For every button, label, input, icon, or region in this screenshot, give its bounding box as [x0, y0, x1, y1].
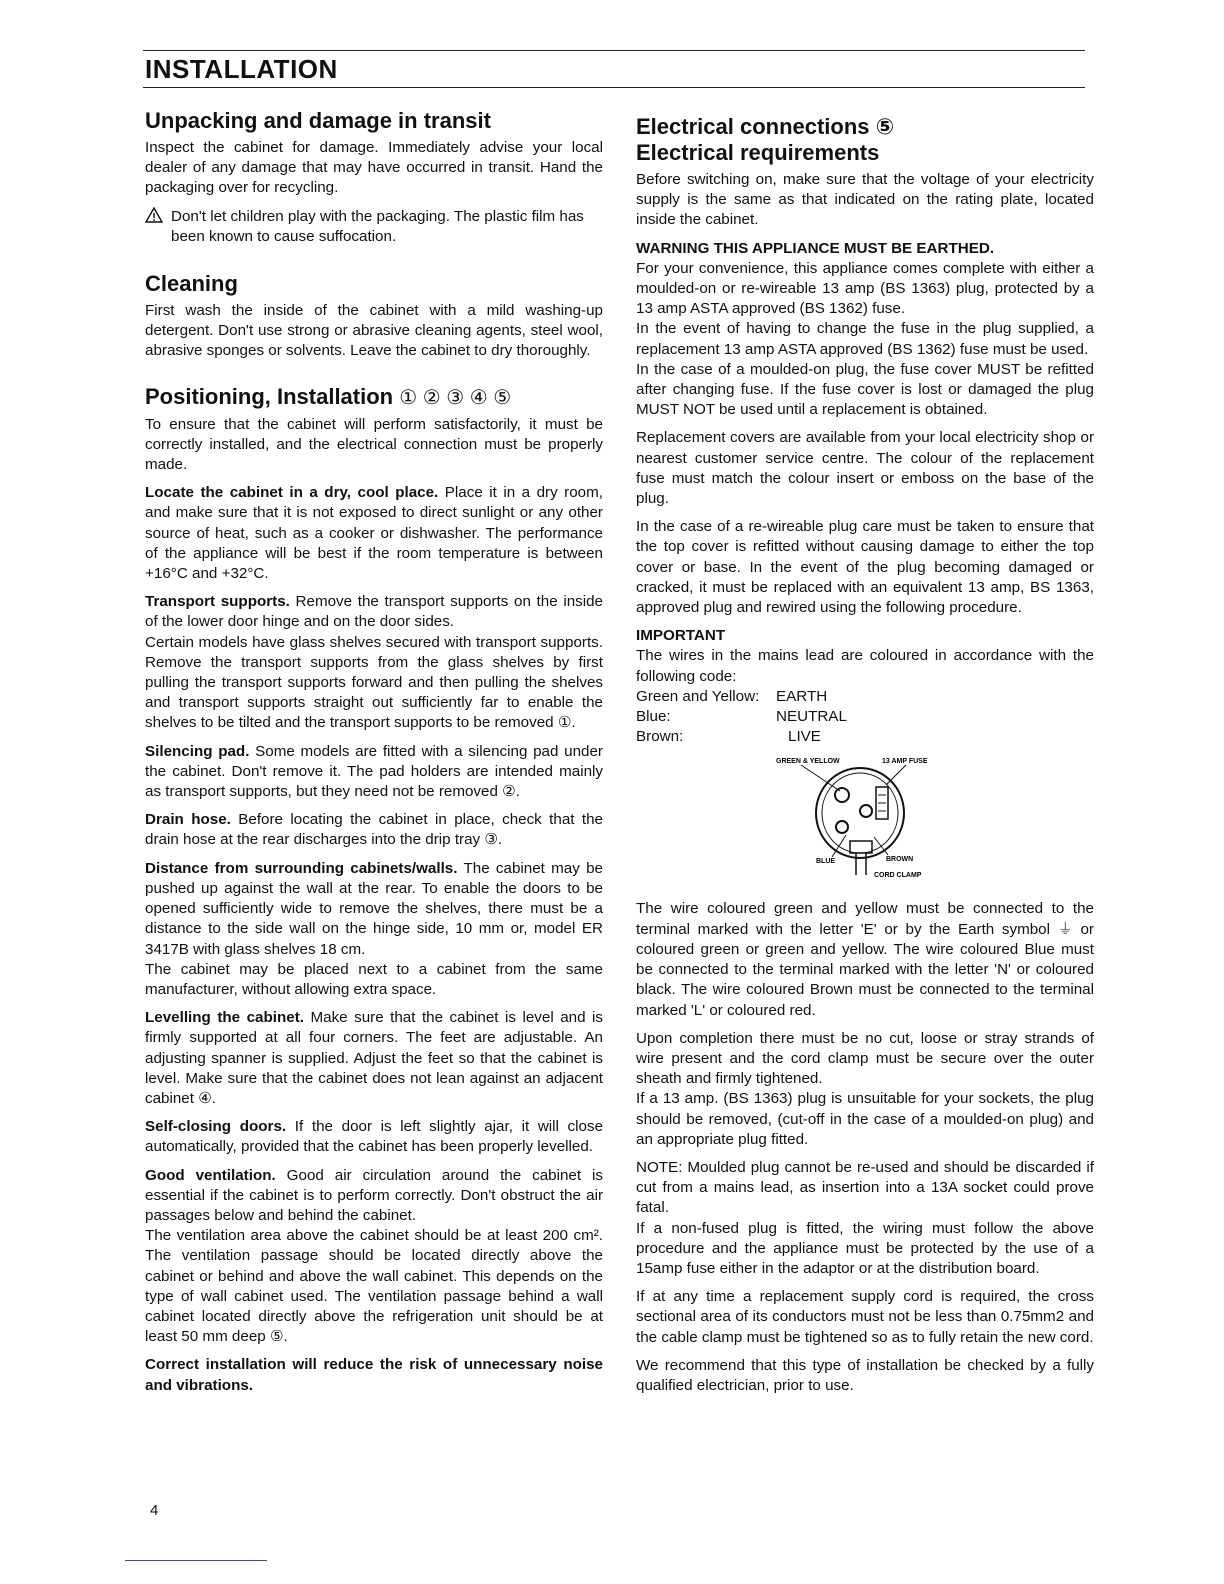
distance-paragraph-2: The cabinet may be placed next to a cabinet from the same manufacturer, without allowing extra space. [145, 960, 603, 998]
positioning-heading [145, 384, 603, 411]
page-number: 4 [150, 1502, 159, 1519]
diagram-label-brown: BROWN [886, 856, 914, 864]
unpacking-text: Inspect the cabinet for damage. Immediately advise your local dealer of any damage that may have occurred in transit. Hand the packaging over for recycling. [145, 139, 603, 197]
wire-code-value: NEUTRAL [776, 708, 847, 726]
transport-text: Remove the transport supports on the inside of the lower door hinge and on the door sides. [145, 593, 604, 631]
leader-earth [801, 765, 840, 791]
silencing-lead: Silencing pad. [145, 742, 250, 760]
wire-code-row [636, 727, 1094, 747]
packaging-warning [145, 207, 603, 247]
transport-lead: Transport supports. [145, 593, 290, 611]
important-heading: IMPORTANT [636, 627, 726, 645]
replacement-cord-paragraph: If at any time a replacement supply cord is required, the cross sectional area of its conductors must not be less than 0.75mm2 and the cable clamp must be tightened so as to fully retain the new cord. [636, 1288, 1094, 1346]
drain-paragraph [145, 810, 603, 850]
drain-text: Before locating the cabinet in place, check that the drain hose at the rear discharges into the drip tray ③. [145, 811, 603, 849]
cleaning-text: First wash the inside of the cabinet with a mild washing-up detergent. Don't use strong or abrasive cleaning agents, steel wool, abrasive sponges or solvents. Leave the cabinet to dry thoroughly. [145, 302, 603, 360]
header-bottom-rule [143, 87, 1085, 88]
unsuitable-plug-paragraph: If a 13 amp. (BS 1363) plug is unsuitable for your sockets, the plug should be removed, (cut-off in the case of a moulded-on plug) and an appropriate plug fitted. [636, 1090, 1094, 1148]
completion-paragraph: Upon completion there must be no cut, loose or stray strands of wire present and the cord clamp must be secure over the outer sheath and firmly tightened. [636, 1029, 1094, 1088]
distance-text: The cabinet may be pushed up against the wall at the rear. To enable the doors to be opened sufficiently wide to remove the shelves, there must be a distance to the side wall on the hinge side, 10 mm or, model ER 3417B with glass shelves 18 cm. [145, 859, 603, 958]
distance-paragraph [145, 859, 603, 960]
wire-code-row [636, 707, 1094, 727]
silencing-paragraph [145, 742, 603, 803]
levelling-lead: Levelling the cabinet. [145, 1009, 304, 1027]
selfclosing-text: If the door is left slightly ajar, it will close automatically, provided that the cabinet has been properly levelled. [145, 1118, 604, 1156]
plug-wiring-svg [636, 753, 1094, 893]
positioning-figure-refs: ① ② ③ ④ ⑤ [399, 386, 512, 409]
selfclosing-lead: Self-closing doors. [145, 1118, 287, 1136]
voltage-paragraph: Before switching on, make sure that the voltage of your electricity supply is the same as that indicated on the rating plate, located inside the cabinet. [636, 171, 1094, 229]
electrical-connections-heading: Electrical connections ⑤ [636, 114, 895, 139]
warning-triangle-icon [145, 207, 171, 247]
wire-code-intro: The wires in the mains lead are coloured in accordance with the following code: [636, 647, 1094, 685]
ventilation-lead: Good ventilation. [145, 1166, 276, 1184]
unpacking-heading: Unpacking and damage in transit [145, 108, 491, 133]
fuse-cover-paragraph: In the case of a moulded-on plug, the fuse cover MUST be refitted after changing fuse. If the fuse cover is lost or damaged the plug MUST NOT be used until a replacement is obtained. [636, 360, 1094, 419]
leader-fuse [886, 765, 906, 785]
ventilation-paragraph [145, 1166, 603, 1227]
transport-paragraph-2: Certain models have glass shelves secured with transport supports. Remove the transport supports from the glass shelves by first pulling the transport supports forward and then pulling the shelves and transport supports straight out sufficiently far to enable the shelves to be tilted and the transport supports to be removed ①. [145, 633, 603, 732]
locate-lead: Locate the cabinet in a dry, cool place. [145, 484, 439, 502]
ventilation-text: Good air circulation around the cabinet is essential if the cabinet is to perform correctly. Don't obstruct the air passages below and behind the cabinet. [145, 1166, 603, 1224]
locate-paragraph [145, 483, 603, 584]
wire-code-row [636, 687, 1094, 707]
live-terminal [860, 805, 872, 817]
right-column [636, 114, 1094, 1404]
positioning-heading-text: Positioning, Installation [145, 383, 394, 409]
drain-lead: Drain hose. [145, 811, 231, 829]
wire-code-value: LIVE [788, 728, 821, 746]
non-fused-plug-paragraph: If a non-fused plug is fitted, the wiring must follow the above procedure and the appliance must be protected by the use of a 15amp fuse either in the adaptor or at the distribution board. [636, 1219, 1094, 1277]
fuse-change-paragraph: In the event of having to change the fuse in the plug supplied, a replacement 13 amp ASTA approved (BS 1362) fuse must be used. [636, 320, 1094, 358]
selfclosing-paragraph [145, 1117, 603, 1157]
wire-code-label: Blue: [636, 708, 671, 726]
cord-clamp-shape [850, 841, 872, 853]
earth-terminal [835, 788, 849, 802]
wire-connection-paragraph: The wire coloured green and yellow must be connected to the terminal marked with the letter 'E' or by the Earth symbol ⏚ or coloured green or green and yellow. The wire coloured Blue must be connected to the terminal marked with the letter 'N' or coloured black. The wire coloured Brown must be connected to the terminal marked 'L' or coloured red. [636, 900, 1094, 1019]
diagram-label-blue: BLUE [816, 858, 836, 866]
replacement-covers-paragraph: Replacement covers are available from your local electricity shop or nearest customer service centre. The colour of the replacement fuse must match the colour insert or emboss on the base of the plug. [636, 429, 1094, 508]
cleaning-heading: Cleaning [145, 271, 238, 297]
wire-code-label: Green and Yellow: [636, 687, 760, 705]
wire-code-value: EARTH [776, 687, 828, 705]
diagram-label-green-yellow: GREEN & YELLOW [776, 758, 840, 766]
page-title: INSTALLATION [145, 54, 338, 84]
moulded-plug-note: NOTE: Moulded plug cannot be re-used and should be discarded if cut from a mains lead, as insertion into a 13A socket could prove fatal. [636, 1158, 1094, 1217]
locate-text: Place it in a dry room, and make sure that it is not exposed to direct sunlight or any other source of heat, such as a cooker or dishwasher. The performance of the appliance will be best if the room temperature is between +16°C and +32°C. [145, 484, 603, 583]
diagram-label-cord-clamp: CORD CLAMP [874, 872, 922, 880]
closing-note: Correct installation will reduce the risk of unnecessary noise and vibrations. [145, 1356, 603, 1394]
header-top-rule [143, 50, 1085, 51]
levelling-text: Make sure that the cabinet is level and is firmly supported at all four corners. The feet are adjustable. An adjusting spanner is supplied. Adjust the feet so that the cabinet is level. Make sure that the cabinet does not lean against an adjacent cabinet ④. [145, 1009, 603, 1107]
recommendation-paragraph: We recommend that this type of installation be checked by a fully qualified electrician, prior to use. [636, 1356, 1094, 1394]
ventilation-paragraph-2: The ventilation area above the cabinet should be at least 200 cm². The ventilation passage should be located directly above the cabinet or behind and above the wall cabinet. This depends on the type of wall cabinet used. The ventilation passage behind a wall cabinet located directly above the refrigeration unit should be at least 50 mm deep ⑤. [145, 1227, 603, 1346]
footer-rule [125, 1560, 267, 1561]
levelling-paragraph [145, 1008, 603, 1109]
silencing-text: Some models are fitted with a silencing pad under the cabinet. Don't remove it. The pad holders are intended mainly as transport supports, but they need not be removed ②. [145, 742, 603, 801]
rewireable-paragraph: In the case of a re-wireable plug care must be taken to ensure that the top cover is refitted without causing damage to either the top cover or base. In the event of the plug becoming damaged or cracked, it must be replaced with an equivalent 13 amp, BS 1363, approved plug and rewired using the following procedure. [636, 518, 1094, 617]
plug-paragraph: For your convenience, this appliance comes complete with either a moulded-on or re-wireable 13 amp (BS 1363) plug, protected by a 13 amp ASTA approved (BS 1362) fuse. [636, 259, 1094, 318]
packaging-warning-text: Don't let children play with the packaging. The plastic film has been known to cause suffocation. [171, 207, 584, 245]
wire-code-label: Brown: [636, 728, 684, 746]
neutral-terminal [836, 821, 848, 833]
wire-code-table [636, 687, 1094, 748]
left-column [145, 108, 603, 1404]
transport-paragraph [145, 592, 603, 632]
earthed-warning: WARNING THIS APPLIANCE MUST BE EARTHED. [636, 239, 995, 257]
plug-wiring-diagram [636, 753, 1094, 893]
distance-lead: Distance from surrounding cabinets/walls. [145, 859, 458, 877]
electrical-requirements-heading: Electrical requirements [636, 140, 880, 165]
diagram-label-fuse: 13 AMP FUSE [882, 758, 928, 766]
positioning-intro: To ensure that the cabinet will perform satisfactorily, it must be correctly installed, and the electrical connection must be properly made. [145, 415, 603, 474]
